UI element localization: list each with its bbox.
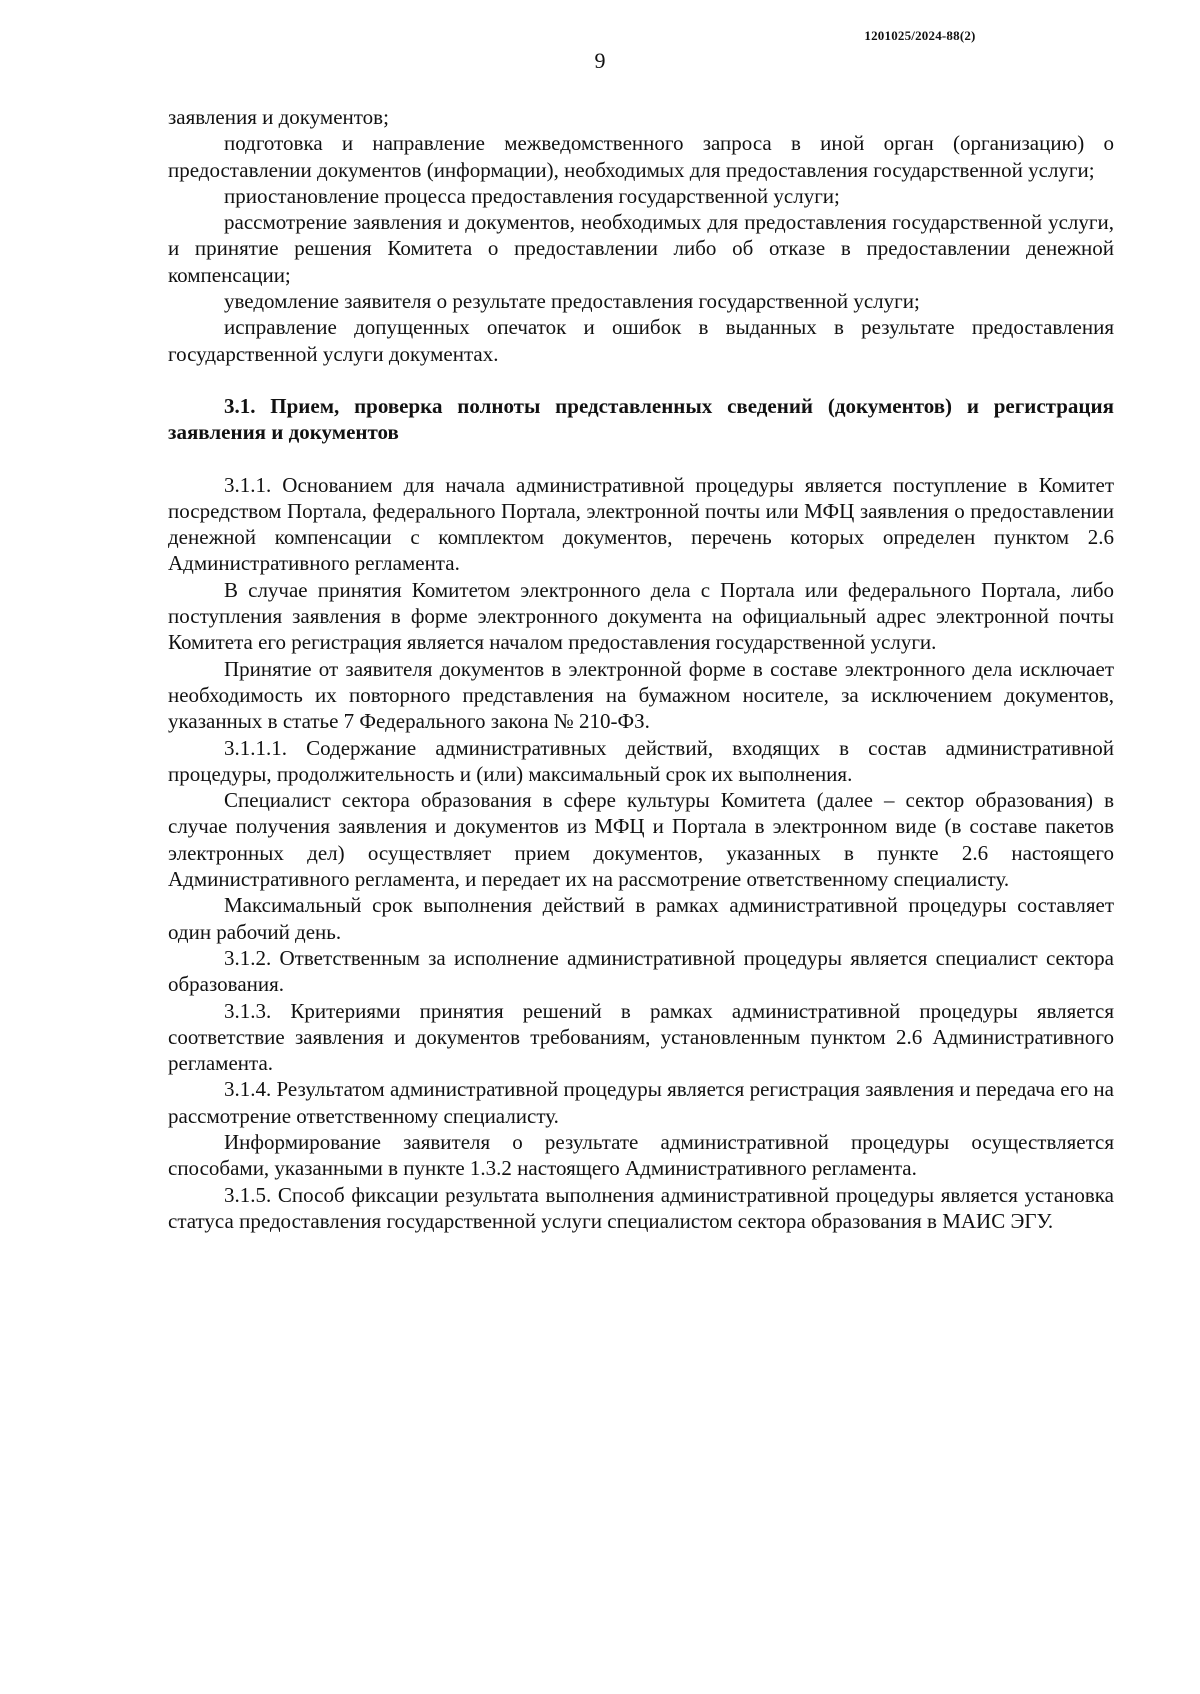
paragraph: 3.1.3. Критериями принятия решений в рамках административной процедуры является соответствие заявления и документов требованиям, установленным пунктом 2.6 Административного регламента.	[168, 998, 1114, 1076]
paragraph: уведомление заявителя о результате предоставления государственной услуги;	[224, 289, 920, 314]
paragraph: В случае принятия Комитетом электронного дела с Портала или федерального Портала, либо поступления заявления в форме электронного документа на официальный адрес электронной почты Комитета его регистрация является началом предоставления государственной услуги.	[168, 577, 1114, 655]
paragraph: Принятие от заявителя документов в электронной форме в составе электронного дела исключает необходимость их повторного представления на бумажном носителе, за исключением документов, указанных в статье 7 Федерального закона № 210-ФЗ.	[168, 656, 1114, 734]
paragraph: Максимальный срок выполнения действий в рамках административной процедуры составляет один рабочий день.	[168, 893, 1114, 944]
paragraph: подготовка и направление межведомственного запроса в иной орган (организацию) о предоставлении документов (информации), необходимых для предоставления государственной услуги;	[168, 131, 1114, 182]
section-heading: 3.1. Прием, проверка полноты представленных сведений (документов) и регистрация заявления и документов	[168, 393, 1114, 445]
paragraph: 3.1.2. Ответственным за исполнение административной процедуры является специалист сектора образования.	[168, 945, 1114, 997]
paragraph: 3.1.4. Результатом административной процедуры является регистрация заявления и передача его на рассмотрение ответственному специалисту.	[168, 1077, 1114, 1128]
paragraph: приостановление процесса предоставления государственной услуги;	[224, 183, 840, 208]
paragraph: рассмотрение заявления и документов, необходимых для предоставления государственной услуги, и принятие решения Комитета о предоставлении либо об отказе в предоставлении денежной компенсации;	[168, 210, 1114, 287]
paragraph: исправление допущенных опечаток и ошибок в выданных в результате предоставления государственной услуги документах.	[168, 315, 1114, 366]
paragraph: 3.1.1.1. Содержание административных действий, входящих в состав административной процедуры, продолжительность и (или) максимальный срок их выполнения.	[168, 735, 1114, 786]
paragraph: 3.1.1. Основанием для начала административной процедуры является поступление в Комитет посредством Портала, федерального Портала, электронной почты или МФЦ заявления о предоставлении денежной компенсации с комплектом документов, перечень которых определен пунктом 2.6 Административного регламента.	[168, 472, 1114, 576]
paragraph: Информирование заявителя о результате административной процедуры осуществляется способами, указанными в пункте 1.3.2 настоящего Административного регламента.	[168, 1129, 1114, 1181]
document-body	[168, 104, 1114, 1234]
paragraph: заявления и документов;	[168, 105, 389, 129]
page-number: 9	[594, 48, 606, 73]
paragraph: 3.1.5. Способ фиксации результата выполнения административной процедуры является установка статуса предоставления государственной услуги специалистом сектора образования в МАИС ЭГУ.	[168, 1182, 1114, 1233]
document-number: 1201025/2024-88(2)	[864, 28, 976, 43]
paragraph: Специалист сектора образования в сфере культуры Комитета (далее – сектор образования) в случае получения заявления и документов из МФЦ и Портала в электронном виде (в составе пакетов электронных дел) осуществляет прием документов, указанных в пункте 2.6 настоящего Административного регламента, и передает их на рассмотрение ответственному специалисту.	[168, 788, 1114, 892]
